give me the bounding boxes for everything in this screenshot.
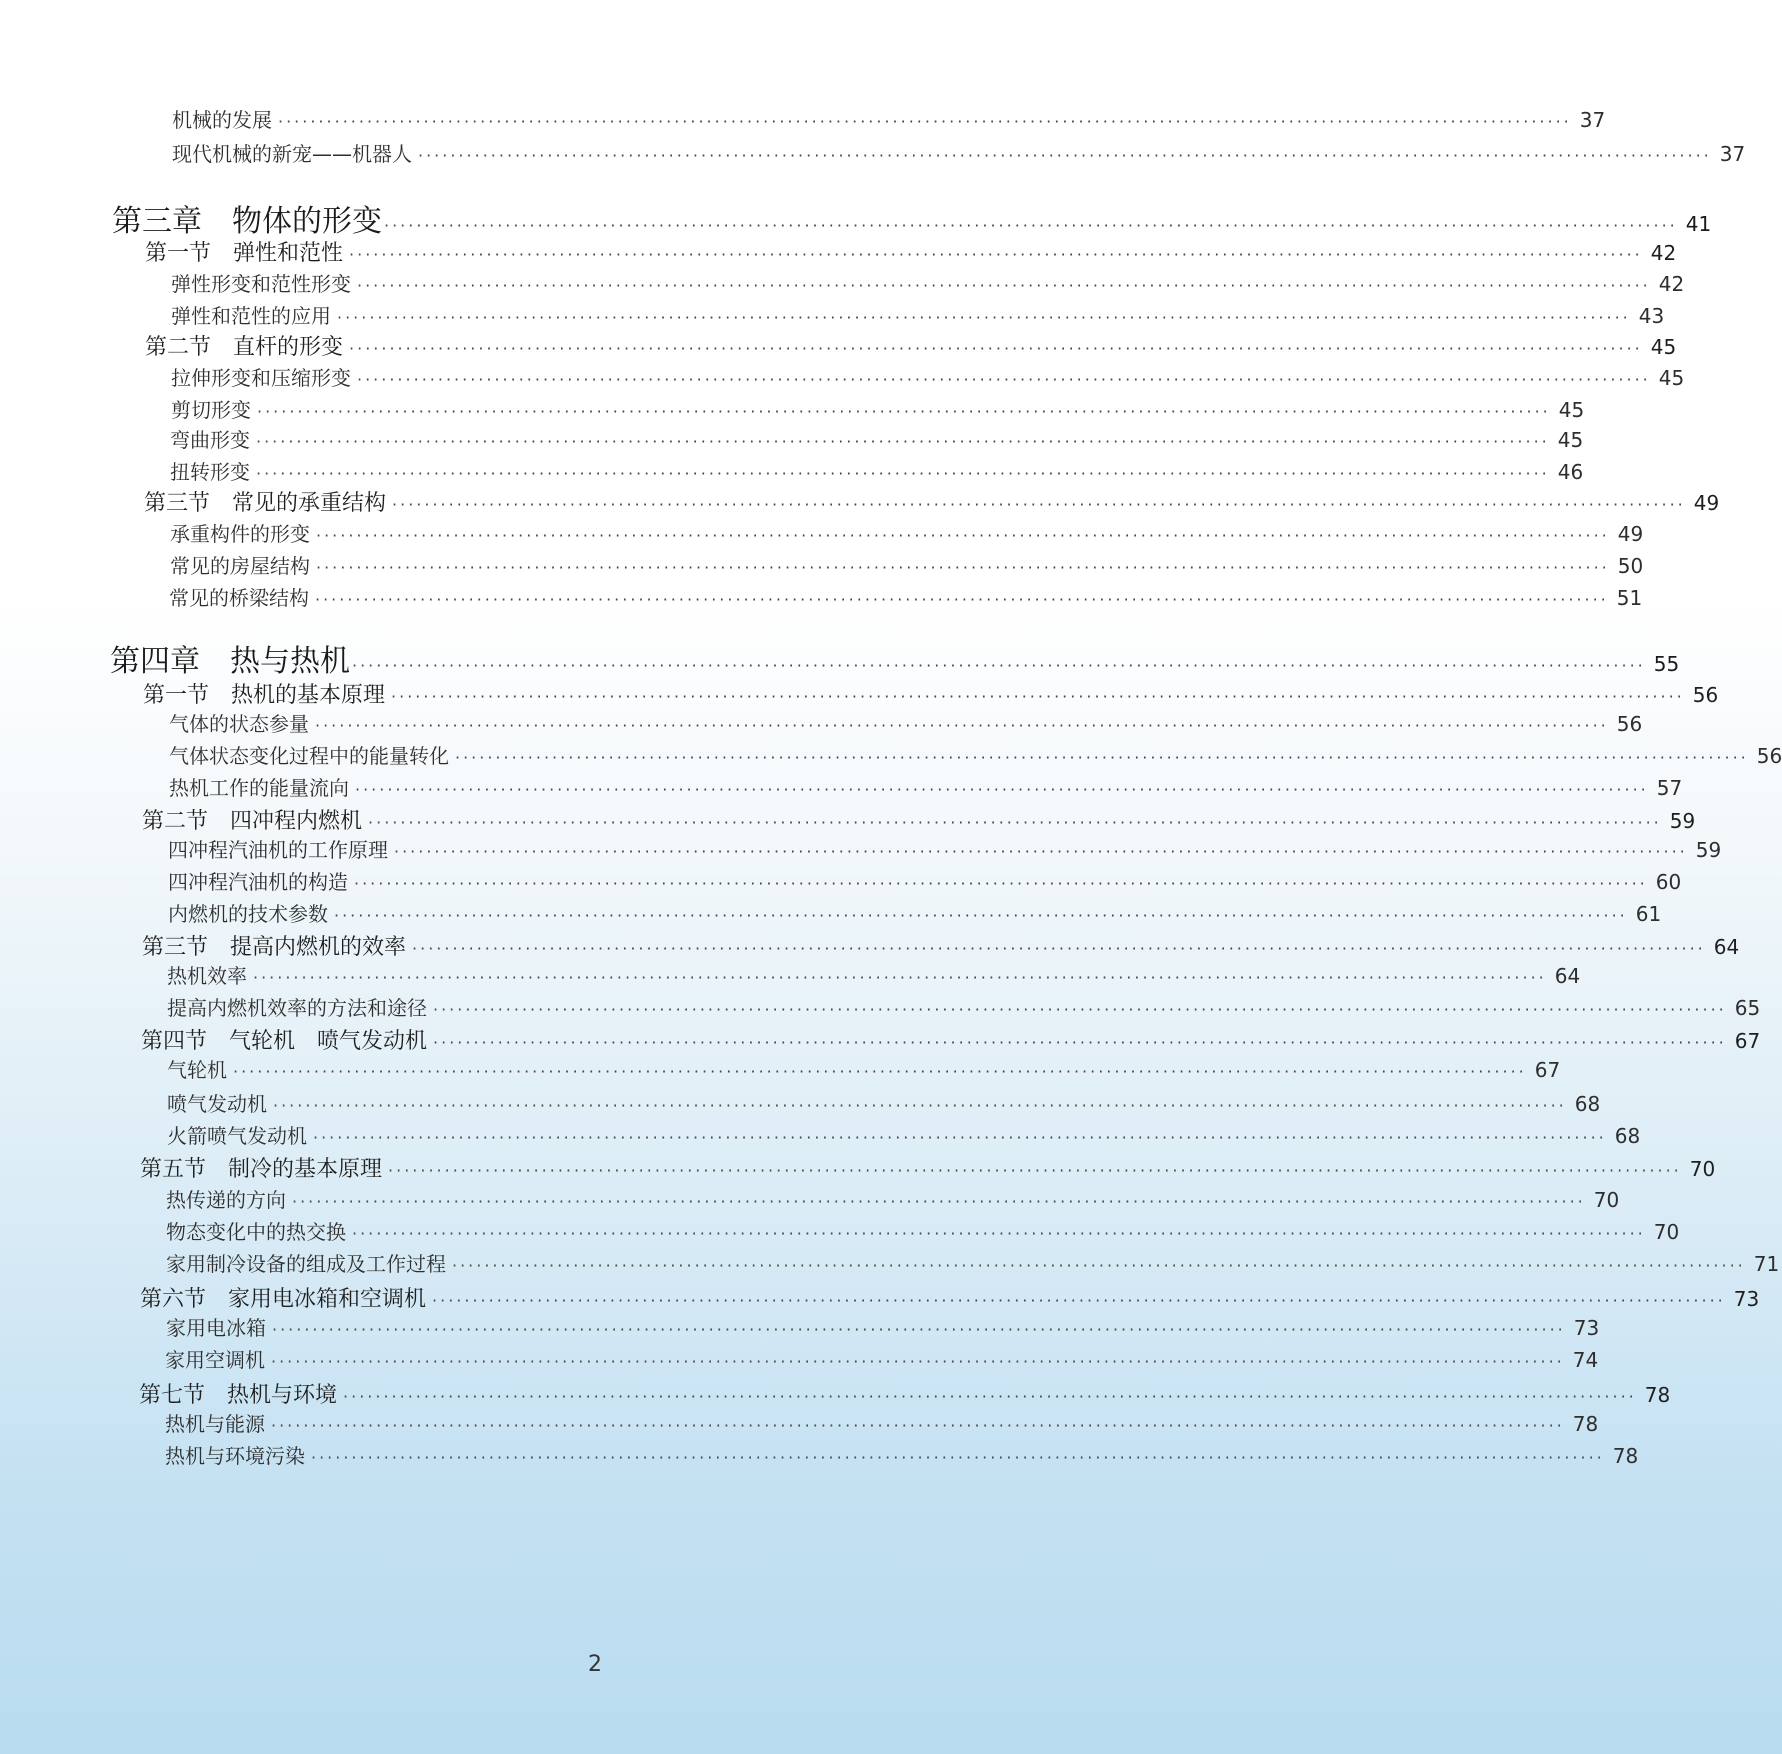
toc-entry-item: [166, 1216, 1680, 1245]
toc-entry-section: [142, 804, 1696, 835]
toc-title: 家用电冰箱: [166, 1316, 266, 1340]
toc-entry-item: [168, 834, 1722, 863]
dot-leader: ································································································································································: [315, 590, 1609, 609]
dot-leader: ································································································································································: [388, 1161, 1682, 1180]
toc-title: 热机与能源: [165, 1412, 265, 1436]
toc-title: 剪切形变: [171, 398, 251, 422]
toc-page-number: 37: [1579, 108, 1606, 132]
dot-leader: ································································································································································: [256, 432, 1550, 451]
dot-leader: ································································································································································: [391, 687, 1685, 706]
toc-page-number: 65: [1734, 996, 1761, 1020]
toc-title: 家用制冷设备的组成及工作过程: [166, 1252, 446, 1276]
toc-page-number: 68: [1574, 1092, 1601, 1116]
toc-page-number: 78: [1572, 1412, 1599, 1436]
toc-entry-item: [169, 582, 1643, 611]
dot-leader: ································································································································································: [349, 339, 1643, 358]
dot-leader: ································································································································································: [253, 968, 1547, 987]
dot-leader: ································································································································································: [316, 526, 1610, 545]
toc-title: 第一节 弹性和范性: [145, 241, 344, 266]
toc-title: 弹性形变和范性形变: [171, 272, 351, 296]
toc-page-number: 70: [1689, 1157, 1716, 1181]
toc-entry-section: [145, 330, 1677, 361]
toc-entry-item: [166, 1248, 1780, 1277]
toc-entry-item: [167, 1054, 1561, 1083]
toc-entry-item: [165, 1440, 1639, 1469]
toc-title: 第三章 物体的形变: [112, 204, 382, 239]
toc-title: 第二节 四冲程内燃机: [142, 809, 363, 834]
dot-leader: ································································································································································: [292, 1192, 1586, 1211]
toc-title: 第七节 热机与环境: [139, 1383, 338, 1408]
toc-title: 气体状态变化过程中的能量转化: [169, 744, 449, 768]
toc-title: 弯曲形变: [170, 428, 250, 452]
toc-page-number: 73: [1733, 1287, 1760, 1311]
toc-title: 内燃机的技术参数: [168, 902, 328, 926]
toc-page-number: 49: [1617, 522, 1644, 546]
toc-entry-item: [172, 138, 1746, 167]
toc-title: 热机工作的能量流向: [169, 776, 349, 800]
dot-leader: ································································································································································: [337, 308, 1631, 327]
toc-entry-item: [167, 960, 1581, 989]
dot-leader: ································································································································································: [311, 1448, 1605, 1467]
toc-page-number: 68: [1614, 1124, 1641, 1148]
toc-title: 热传递的方向: [166, 1188, 286, 1212]
dot-leader: ································································································································································: [433, 1033, 1727, 1052]
dot-leader: ································································································································································: [352, 1224, 1646, 1243]
toc-title: 第二节 直杆的形变: [145, 335, 344, 360]
toc-title: 机械的发展: [172, 108, 272, 132]
toc-entry-item: [171, 394, 1585, 423]
toc-entry-item: [169, 740, 1782, 769]
toc-entry-item: [171, 362, 1685, 391]
toc-page-number: 64: [1713, 935, 1740, 959]
toc-entry-item: [166, 1184, 1620, 1213]
toc-entry-item: [167, 1088, 1601, 1117]
dot-leader: ································································································································································: [334, 906, 1628, 925]
toc-entry-item: [170, 456, 1584, 485]
toc-title: 提高内燃机效率的方法和途径: [167, 996, 427, 1020]
toc-title: 常见的房屋结构: [170, 554, 310, 578]
dot-leader: ································································································································································: [392, 495, 1686, 514]
dot-leader: ································································································································································: [394, 842, 1688, 861]
dot-leader: ································································································································································: [418, 146, 1712, 165]
toc-page-number: 70: [1653, 1220, 1680, 1244]
toc-entry-item: [167, 1120, 1641, 1149]
dot-leader: ································································································································································: [272, 1320, 1566, 1339]
toc-page-number: 78: [1644, 1383, 1671, 1407]
dot-leader: ································································································································································: [357, 276, 1651, 295]
toc-entry-section: [145, 236, 1677, 267]
toc-entry-section: [139, 1378, 1671, 1409]
toc-title: 第一节 热机的基本原理: [143, 683, 386, 708]
toc-title: 火箭喷气发动机: [167, 1124, 307, 1148]
toc-page-number: 45: [1557, 428, 1584, 452]
toc-page-number: 45: [1658, 366, 1685, 390]
dot-leader: ································································································································································: [455, 748, 1749, 767]
toc-page-number: 51: [1616, 586, 1643, 610]
dot-leader: ································································································································································: [256, 464, 1550, 483]
toc-page-number: 60: [1655, 870, 1682, 894]
toc-page-number: 42: [1658, 272, 1685, 296]
toc-title: 喷气发动机: [167, 1092, 267, 1116]
dot-leader: ································································································································································: [355, 780, 1649, 799]
dot-leader: ································································································································································: [384, 216, 1678, 235]
dot-leader: ································································································································································: [433, 1000, 1727, 1019]
toc-page-number: 45: [1650, 335, 1677, 359]
toc-title: 气体的状态参量: [169, 712, 309, 736]
toc-entry-item: [170, 518, 1644, 547]
toc-page-number: 56: [1692, 683, 1719, 707]
dot-leader: ································································································································································: [343, 1387, 1637, 1406]
toc-entry-item: [170, 424, 1584, 453]
dot-leader: ································································································································································: [352, 656, 1646, 675]
toc-entry-section: [143, 678, 1719, 709]
toc-entry-item: [172, 104, 1606, 133]
toc-title: 四冲程汽油机的构造: [168, 870, 348, 894]
toc-entry-item: [165, 1408, 1599, 1437]
dot-leader: ································································································································································: [278, 112, 1572, 131]
toc-page-number: 57: [1656, 776, 1683, 800]
toc-entry-item: [169, 708, 1643, 737]
dot-leader: ································································································································································: [313, 1128, 1607, 1147]
dot-leader: ································································································································································: [412, 939, 1706, 958]
toc-title: 第四节 气轮机 喷气发动机: [141, 1029, 428, 1054]
toc-page-number: 59: [1695, 838, 1722, 862]
toc-entry-item: [165, 1344, 1599, 1373]
dot-leader: ································································································································································: [233, 1062, 1527, 1081]
toc-page-number: 74: [1572, 1348, 1599, 1372]
dot-leader: ································································································································································: [432, 1291, 1726, 1310]
toc-page-number: 71: [1753, 1252, 1780, 1276]
toc-entry-section: [142, 930, 1740, 961]
toc-page-number: 67: [1734, 1029, 1761, 1053]
toc-page-number: 61: [1635, 902, 1662, 926]
toc-entry-item: [171, 268, 1685, 297]
toc-title: 热机效率: [167, 964, 247, 988]
toc-entry-chapter: [112, 196, 1712, 240]
toc-page-number: 78: [1612, 1444, 1639, 1468]
toc-title: 第六节 家用电冰箱和空调机: [140, 1287, 427, 1312]
toc-title: 物态变化中的热交换: [166, 1220, 346, 1244]
toc-title: 扭转形变: [170, 460, 250, 484]
toc-page-number: 55: [1653, 652, 1680, 676]
toc-entry-item: [166, 1312, 1600, 1341]
toc-page-number: 67: [1534, 1058, 1561, 1082]
toc-entry-section: [140, 1282, 1760, 1313]
toc-entry-item: [171, 300, 1665, 329]
toc-entry-item: [168, 898, 1662, 927]
dot-leader: ································································································································································: [349, 245, 1643, 264]
toc-title: 四冲程汽油机的工作原理: [168, 838, 388, 862]
toc-page-number: 41: [1685, 212, 1712, 236]
toc-title: 拉伸形变和压缩形变: [171, 366, 351, 390]
toc-entry-section: [141, 1024, 1761, 1055]
toc-entry-item: [168, 866, 1682, 895]
dot-leader: ································································································································································: [273, 1096, 1567, 1115]
toc-title: 弹性和范性的应用: [171, 304, 331, 328]
toc-entry-section: [144, 486, 1720, 517]
toc-entry-chapter: [110, 636, 1680, 680]
dot-leader: ································································································································································: [271, 1352, 1565, 1371]
toc-page-number: 73: [1573, 1316, 1600, 1340]
toc-entry-item: [170, 550, 1644, 579]
toc-page-number: 49: [1693, 491, 1720, 515]
toc-page-number: 59: [1669, 809, 1696, 833]
toc-page-number: 45: [1558, 398, 1585, 422]
toc-page-number: 46: [1557, 460, 1584, 484]
toc-page-number: 37: [1719, 142, 1746, 166]
toc-title: 第五节 制冷的基本原理: [140, 1157, 383, 1182]
toc-entry-section: [140, 1152, 1716, 1183]
toc-title: 承重构件的形变: [170, 522, 310, 546]
toc-page-number: 56: [1616, 712, 1643, 736]
toc-title: 第三节 常见的承重结构: [144, 491, 387, 516]
toc-title: 常见的桥梁结构: [169, 586, 309, 610]
toc-entry-item: [169, 772, 1683, 801]
dot-leader: ································································································································································: [452, 1256, 1746, 1275]
toc-page-number: 50: [1617, 554, 1644, 578]
toc-title: 现代机械的新宠——机器人: [172, 142, 412, 166]
dot-leader: ································································································································································: [316, 558, 1610, 577]
dot-leader: ································································································································································: [357, 370, 1651, 389]
toc-page-number: 70: [1593, 1188, 1620, 1212]
dot-leader: ································································································································································: [271, 1416, 1565, 1435]
toc-title: 第三节 提高内燃机的效率: [142, 935, 407, 960]
toc-page-number: 64: [1554, 964, 1581, 988]
toc-page-number: 42: [1650, 241, 1677, 265]
toc-entry-item: [167, 992, 1761, 1021]
dot-leader: ································································································································································: [354, 874, 1648, 893]
toc-page-number: 43: [1638, 304, 1665, 328]
toc-title: 热机与环境污染: [165, 1444, 305, 1468]
toc-title: 第四章 热与热机: [110, 644, 350, 679]
dot-leader: ································································································································································: [368, 813, 1662, 832]
toc-title: 气轮机: [167, 1058, 227, 1082]
dot-leader: ································································································································································: [315, 716, 1609, 735]
toc-title: 家用空调机: [165, 1348, 265, 1372]
page-number: 2: [588, 1652, 602, 1677]
dot-leader: ································································································································································: [257, 402, 1551, 421]
toc-page-number: 56: [1756, 744, 1782, 768]
